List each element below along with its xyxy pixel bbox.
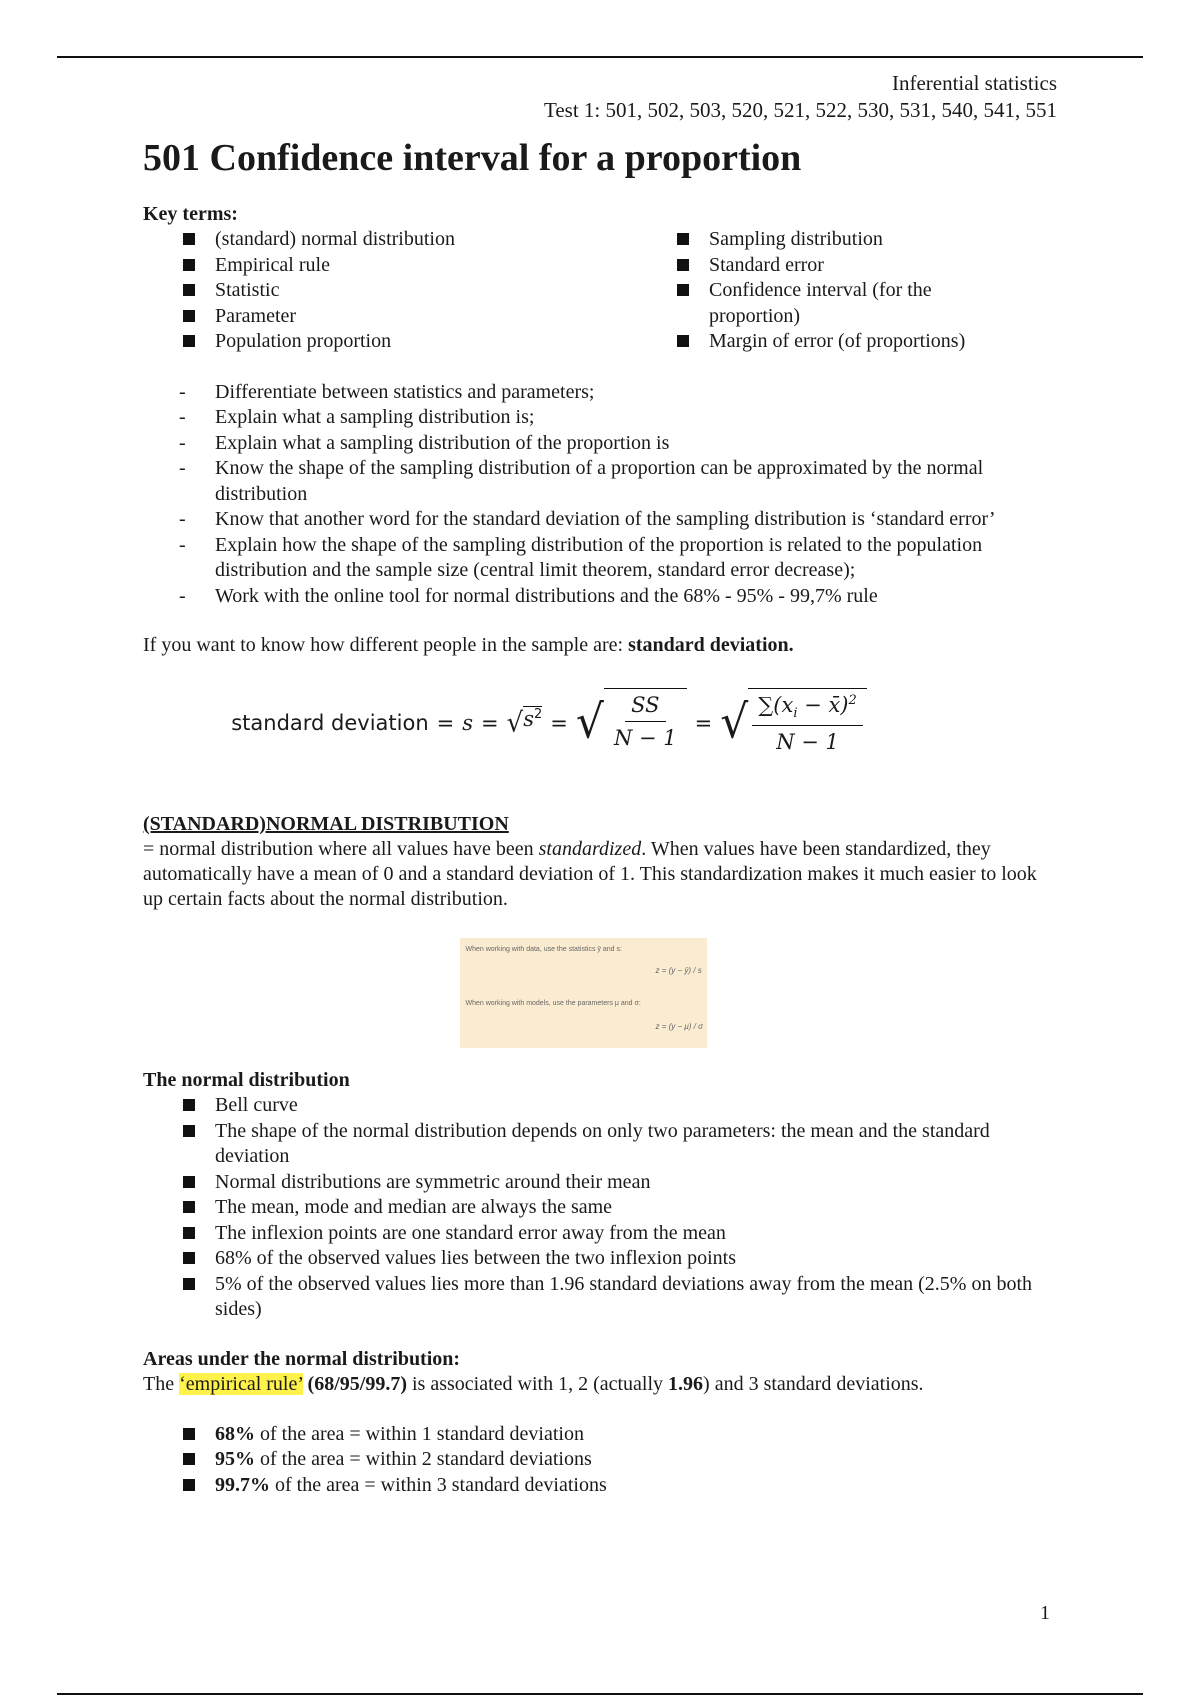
list-item: Empirical rule: [143, 253, 637, 279]
list-item: Parameter: [143, 304, 637, 330]
normal-distribution-heading: The normal distribution: [143, 1069, 350, 1091]
normal-section-heading: (STANDARD)NORMAL DISTRIBUTION: [143, 813, 509, 835]
areas-heading: Areas under the normal distribution:: [143, 1347, 461, 1370]
list-item: (standard) normal distribution: [143, 227, 637, 253]
course-name: Inferential statistics: [891, 71, 1057, 95]
list-item: - Explain what a sampling distribution is;: [143, 405, 1055, 431]
key-terms-left-list: [143, 227, 637, 355]
bottom-rule: [57, 1693, 1143, 1695]
normal-section-text: = normal distribution where all values have been standardized. When values have been standardized, they automatically have a mean of 0 and a standard deviation of 1. This standardization makes it much easier to look up certain facts about the normal distribution.: [143, 838, 1037, 910]
test-line: Test 1: 501, 502, 503, 520, 521, 522, 530, 531, 540, 541, 551: [543, 98, 1057, 122]
list-item: Statistic: [143, 278, 637, 304]
list-item: 99.7% of the area = within 3 standard deviations: [143, 1473, 1055, 1499]
list-item: Confidence interval (for the proportion): [637, 278, 1055, 329]
sd-sentence: If you want to know how different people in the sample are: standard deviation.: [143, 634, 794, 656]
list-item: Bell curve: [143, 1093, 1055, 1119]
page-title: 501 Confidence interval for a proportion: [143, 137, 802, 179]
list-item: 68% of the area = within 1 standard deviation: [143, 1422, 1055, 1448]
list-item: - Work with the online tool for normal distributions and the 68% - 95% - 99,7% rule: [143, 584, 1055, 610]
key-terms-heading: Key terms:: [143, 203, 238, 225]
page-number: 1: [1040, 1602, 1050, 1624]
areas-intro: The ‘empirical rule’ (68/95/99.7) is associated with 1, 2 (actually 1.96) and 3 standard deviations.: [143, 1372, 924, 1395]
empirical-rule-highlight: ‘empirical rule’: [179, 1372, 303, 1395]
list-item: - Differentiate between statistics and parameters;: [143, 380, 1055, 406]
list-item: Margin of error (of proportions): [637, 329, 1055, 355]
list-item: 5% of the observed values lies more than 1.96 standard deviations away from the mean (2.5% on both sides): [143, 1272, 1055, 1323]
list-item: - Explain what a sampling distribution of the proportion is: [143, 431, 1055, 457]
list-item: The inflexion points are one standard error away from the mean: [143, 1221, 1055, 1247]
list-item: The shape of the normal distribution depends on only two parameters: the mean and the standard deviation: [143, 1119, 1055, 1170]
list-item: Population proportion: [143, 329, 637, 355]
page-header: [143, 70, 1057, 124]
list-item: - Know that another word for the standard deviation of the sampling distribution is ‘standard error’: [143, 507, 1055, 533]
learning-objectives: [143, 380, 1055, 610]
key-terms-columns: [143, 227, 1055, 355]
list-item: - Explain how the shape of the sampling distribution of the proportion is related to the population distribution and the sample size (central limit theorem, standard error decrease);: [143, 533, 1055, 584]
standard-deviation-formula: standard deviation = s = √ $s^2$ = √ $\frac{SS}{N - 1}$ = √ $\frac{\sum(x_i - x̄)^2}{N - 1}$: [43, 678, 1055, 768]
document-page: [143, 70, 1055, 1498]
areas-list: [143, 1422, 1055, 1499]
list-item: Normal distributions are symmetric around their mean: [143, 1170, 1055, 1196]
list-item: Sampling distribution: [637, 227, 1055, 253]
z-score-image: When working with data, use the statistics ȳ and s: z = (y − ȳ) / s When working with models, use the parameters μ and σ: z = (y − μ) / σ: [460, 938, 707, 1048]
sqrt-s-squared: √ $s^2$: [506, 707, 543, 739]
list-item: The mean, mode and median are always the same: [143, 1195, 1055, 1221]
sqrt-sum-fraction: √ $\frac{\sum(x_i - x̄)^2}{N - 1}$: [720, 688, 867, 758]
key-terms-right-list: [637, 227, 1055, 355]
top-rule: [57, 56, 1143, 58]
list-item: Standard error: [637, 253, 1055, 279]
normal-distribution-list: [143, 1093, 1055, 1323]
list-item: 68% of the observed values lies between the two inflexion points: [143, 1246, 1055, 1272]
list-item: - Know the shape of the sampling distribution of a proportion can be approximated by the normal distribution: [143, 456, 1055, 507]
list-item: 95% of the area = within 2 standard deviations: [143, 1447, 1055, 1473]
sqrt-ss-fraction: √ $\frac{SS}{N - 1}$: [576, 688, 687, 758]
